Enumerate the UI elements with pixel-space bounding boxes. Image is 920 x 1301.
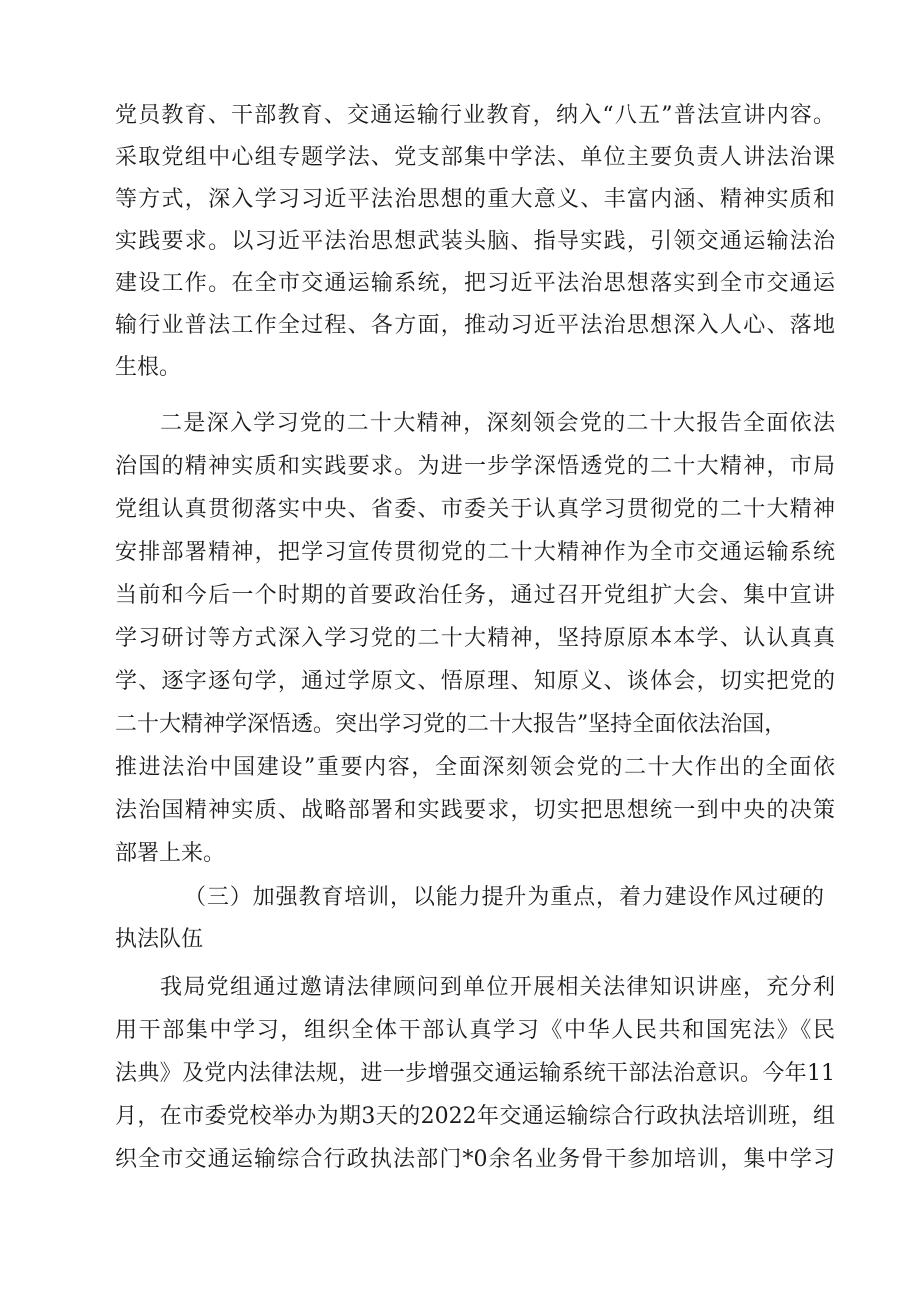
text-line: 治国的精神实质和实践要求。为进一步学深悟透党的二十大精神，市局: [115, 454, 835, 479]
text-line: 织全市交通运输综合行政执法部门*0余名业务骨干参加培训，集中学习: [115, 1147, 835, 1172]
text-line: 党员教育、干部教育、交通运输行业教育，纳入“八五”普法宣讲内容。: [115, 103, 835, 128]
section-heading: （三）加强教育培训，以能力提升为重点，着力建设作风过硬的: [184, 885, 824, 910]
text-line: 法治国精神实质、战略部署和实践要求，切实把思想统一到中央的决策: [115, 798, 835, 823]
text-line: 生根。: [115, 355, 182, 380]
text-line: 建设工作。在全市交通运输系统，把习近平法治思想落实到全市交通运: [115, 271, 835, 296]
text-line: 二十大精神学深悟透。突出学习党的二十大报告”坚持全面依法治国，: [115, 712, 787, 737]
section-heading: 执法队伍: [115, 927, 204, 952]
text-line: 党组认真贯彻落实中央、省委、市委关于认真学习贯彻党的二十大精神: [115, 497, 835, 522]
text-line: 用干部集中学习，组织全体干部认真学习《中华人民共和国宪法》《民: [115, 1018, 835, 1043]
text-line: 部署上来。: [115, 841, 226, 866]
text-line: 采取党组中心组专题学法、党支部集中学法、单位主要负责人讲法治课: [115, 145, 835, 170]
text-line: 推进法治中国建设”重要内容，全面深刻领会党的二十大作出的全面依: [115, 755, 835, 780]
text-line: 学、逐字逐句学，通过学原文、悟原理、知原义、谈体会，切实把党的: [115, 669, 835, 694]
text-line: 当前和今后一个时期的首要政治任务，通过召开党组扩大会、集中宣讲: [115, 583, 835, 608]
text-line: 二是深入学习党的二十大精神，深刻领会党的二十大报告全面依法: [160, 411, 835, 436]
text-line: 我局党组通过邀请法律顾问到单位开展相关法律知识讲座，充分利: [160, 975, 835, 1000]
text-line: 输行业普法工作全过程、各方面，推动习近平法治思想深入人心、落地: [115, 313, 835, 338]
text-line: 法典》及党内法律法规，进一步增强交通运输系统干部法治意识。今年11: [115, 1061, 835, 1086]
text-line: 等方式，深入学习习近平法治思想的重大意义、丰富内涵、精神实质和: [115, 187, 835, 212]
text-line: 学习研讨等方式深入学习党的二十大精神，坚持原原本本学、认认真真: [115, 626, 835, 651]
text-line: 安排部署精神，把学习宣传贯彻党的二十大精神作为全市交通运输系统: [115, 540, 835, 565]
text-line: 月，在市委党校举办为期3天的2022年交通运输综合行政执法培训班，组: [115, 1104, 835, 1129]
text-line: 实践要求。以习近平法治思想武装头脑、指导实践，引领交通运输法治: [115, 229, 835, 254]
